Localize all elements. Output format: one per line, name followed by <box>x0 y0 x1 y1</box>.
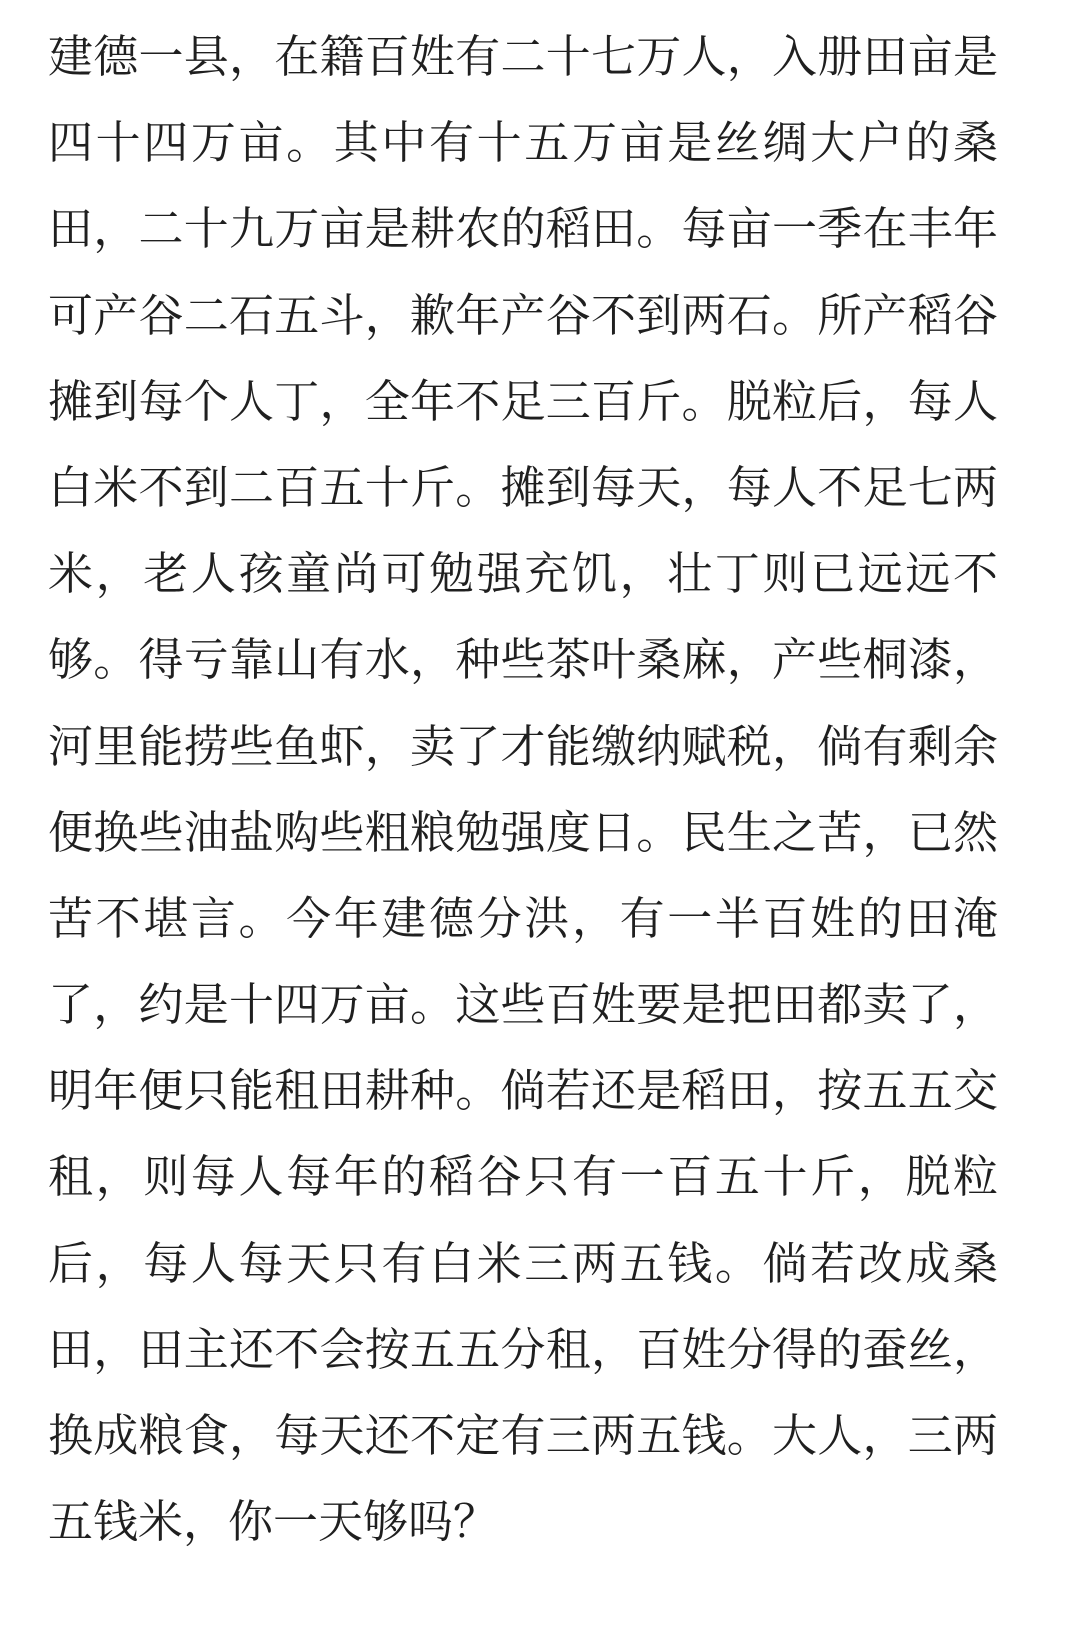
text-line: 便换些油盐购些粗粮勉强度日。民生之苦，已然 <box>48 805 998 859</box>
text-line: 建德一县，在籍百姓有二十七万人，入册田亩是 <box>48 30 998 83</box>
text-line: 田，二十九万亩是耕农的稻田。每亩一季在丰年 <box>48 202 998 256</box>
text-line: 明年便只能租田耕种。倘若还是稻田，按五五交 <box>48 1064 998 1118</box>
text-line: 可产谷二石五斗，歉年产谷不到两石。所产稻谷 <box>48 288 998 342</box>
text-line: 换成粮食，每天还不定有三两五钱。大人，三两 <box>48 1409 998 1462</box>
text-line: 四十四万亩。其中有十五万亩是丝绸大户的桑 <box>48 116 998 170</box>
text-line: 后，每人每天只有白米三两五钱。倘若改成桑 <box>48 1236 998 1290</box>
text-body <box>48 14 998 1565</box>
text-line: 了，约是十四万亩。这些百姓要是把田都卖了， <box>48 978 998 1032</box>
text-line: 够。得亏靠山有水，种些茶叶桑麻，产些桐漆， <box>48 633 998 687</box>
text-line: 摊到每个人丁，全年不足三百斤。脱粒后，每人 <box>48 374 998 428</box>
text-line: 苦不堪言。今年建德分洪，有一半百姓的田淹 <box>48 891 998 945</box>
text-line: 田，田主还不会按五五分租，百姓分得的蚕丝， <box>48 1322 998 1376</box>
text-line: 白米不到二百五十斤。摊到每天，每人不足七两 <box>48 460 998 514</box>
text-line: 租，则每人每年的稻谷只有一百五十斤，脱粒 <box>48 1150 998 1204</box>
text-line: 米，老人孩童尚可勉强充饥，壮丁则已远远不 <box>48 547 998 601</box>
text-line: 河里能捞些鱼虾，卖了才能缴纳赋税，倘有剩余 <box>48 719 998 773</box>
text-line: 五钱米，你一天够吗？ <box>48 1495 499 1549</box>
